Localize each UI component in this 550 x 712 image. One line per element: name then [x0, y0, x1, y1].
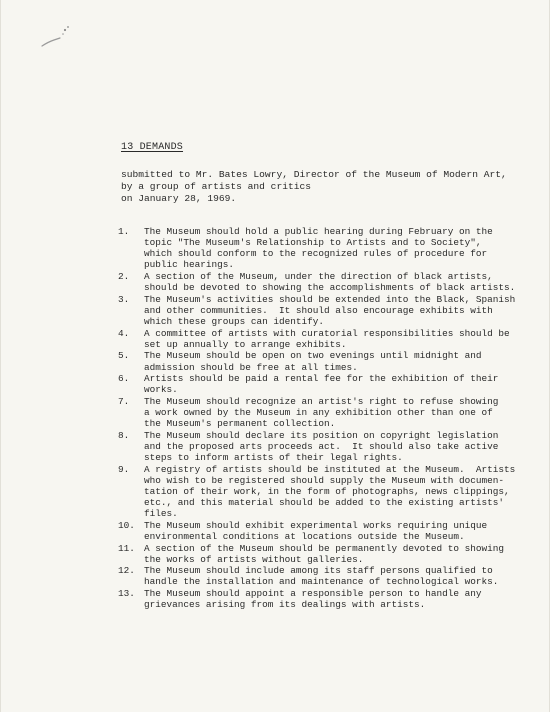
item-text: The Museum should recognize an artist's right to refuse showing a work owned by the Museum in any exhibition other than one of the Museum's permanent collection.: [144, 395, 499, 430]
intro-line: on January 28, 1969.: [121, 192, 237, 204]
list-item: [118, 520, 498, 542]
list-item: [118, 463, 516, 520]
list-item: [118, 327, 510, 350]
pencil-mark-icon: [38, 24, 78, 54]
item-text: A section of the Museum, under the direction of black artists, should be devoted to showing the accomplishments of black artists.: [144, 270, 516, 294]
list-item: [118, 588, 498, 610]
item-text: The Museum should appoint a responsible person to handle any grievances arising from its dealings with artists.: [144, 588, 482, 611]
item-text: The Museum's activities should be extended into the Black, Spanish and other communities. It should also encourage exhibits with which these groups can identify.: [144, 293, 516, 327]
item-number: 3.: [118, 293, 130, 305]
item-number: 4.: [118, 327, 130, 339]
item-number: 5.: [118, 350, 130, 362]
list-item: [118, 565, 498, 587]
list-item: [118, 430, 498, 463]
list-item: [118, 396, 498, 429]
list-item: [118, 226, 498, 270]
item-text: The Museum should hold a public hearing during February on the topic "The Museum's Relationship to Artists and to Society", which should conform to the recognized rules of procedure for public hearings.: [144, 226, 493, 271]
item-text: The Museum should include among its staff persons qualified to handle the installation and maintenance of technological works.: [144, 565, 499, 588]
list-item: [118, 350, 498, 372]
list-item: [118, 293, 516, 327]
item-text: The Museum should be open on two evenings until midnight and admission should be free at all times.: [144, 350, 482, 373]
item-number: 11.: [118, 542, 135, 554]
item-number: 7.: [118, 395, 130, 407]
item-number: 8.: [118, 429, 130, 441]
item-text: A registry of artists should be instituted at the Museum. Artists who wish to be registered should supply the Museum with documen- tation of their work, in the form of photographs, news clippings, etc., and this material should be added to the existing artists' files.: [144, 463, 516, 520]
item-text: The Museum should exhibit experimental works requiring unique environmental conditions at locations outside the Museum.: [144, 519, 488, 542]
item-text: A committee of artists with curatorial responsibilities should be set up annually to arrange exhibits.: [144, 327, 510, 350]
intro-line: by a group of artists and critics: [121, 180, 311, 192]
list-item: [118, 542, 505, 565]
item-number: 1.: [118, 226, 130, 237]
item-number: 9.: [118, 463, 130, 475]
document-heading: 13 DEMANDS: [121, 142, 184, 153]
intro-line: submitted to Mr. Bates Lowry, Director of the Museum of Modern Art,: [121, 169, 507, 180]
list-item: [118, 270, 516, 294]
item-number: 6.: [118, 373, 130, 385]
item-number: 2.: [118, 270, 130, 282]
item-text: Artists should be paid a rental fee for the exhibition of their works.: [144, 373, 499, 396]
item-number: 12.: [118, 565, 135, 577]
demands-list: [118, 226, 516, 611]
item-text: The Museum should declare its position on copyright legislation and the proposed arts proceeds act. It should also take active steps to inform artists of their legal rights.: [144, 429, 499, 464]
item-number: 13.: [118, 588, 135, 600]
item-number: 10.: [118, 519, 135, 531]
item-text: A section of the Museum should be permanently devoted to showing the works of artists without galleries.: [144, 542, 505, 565]
intro-block: [121, 169, 507, 204]
list-item: [118, 373, 498, 395]
